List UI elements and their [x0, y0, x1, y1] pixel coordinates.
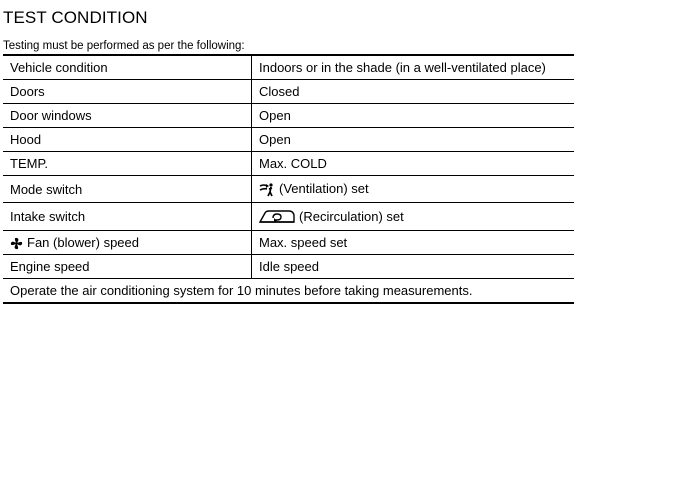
ventilation-icon	[259, 183, 275, 197]
document-title: TEST CONDITION	[3, 8, 148, 27]
row-label: Doors	[3, 80, 252, 104]
table-row	[3, 55, 574, 80]
row-value: Max. COLD	[252, 152, 575, 176]
table-note: Operate the air conditioning system for 10 minutes before taking measurements.	[3, 279, 574, 304]
table-note-row	[3, 279, 574, 304]
row-value-cell	[252, 203, 575, 231]
test-condition-table	[3, 54, 574, 304]
table-row	[3, 176, 574, 203]
table-row	[3, 203, 574, 231]
table-row	[3, 231, 574, 255]
table-row	[3, 104, 574, 128]
row-value: Idle speed	[252, 255, 575, 279]
table-row	[3, 152, 574, 176]
row-label: Vehicle condition	[3, 55, 252, 80]
row-value: (Recirculation) set	[299, 208, 404, 224]
row-value: Open	[252, 128, 575, 152]
row-label: Door windows	[3, 104, 252, 128]
row-label: Hood	[3, 128, 252, 152]
row-label: Intake switch	[3, 203, 252, 231]
intro-text: Testing must be performed as per the following:	[3, 40, 245, 52]
row-value: Open	[252, 104, 575, 128]
row-label: Engine speed	[3, 255, 252, 279]
recirculation-icon	[259, 210, 295, 224]
table-row	[3, 255, 574, 279]
row-value: Max. speed set	[252, 231, 575, 255]
row-value: Indoors or in the shade (in a well-ventilated place)	[252, 55, 575, 80]
row-label: TEMP.	[3, 152, 252, 176]
table-row	[3, 80, 574, 104]
row-label-cell	[3, 231, 252, 255]
row-label: Mode switch	[3, 176, 252, 203]
table-row	[3, 128, 574, 152]
row-value: Closed	[252, 80, 575, 104]
row-value: (Ventilation) set	[279, 181, 369, 197]
row-value-cell	[252, 176, 575, 203]
row-label: Fan (blower) speed	[27, 234, 139, 250]
fan-icon	[10, 237, 23, 250]
